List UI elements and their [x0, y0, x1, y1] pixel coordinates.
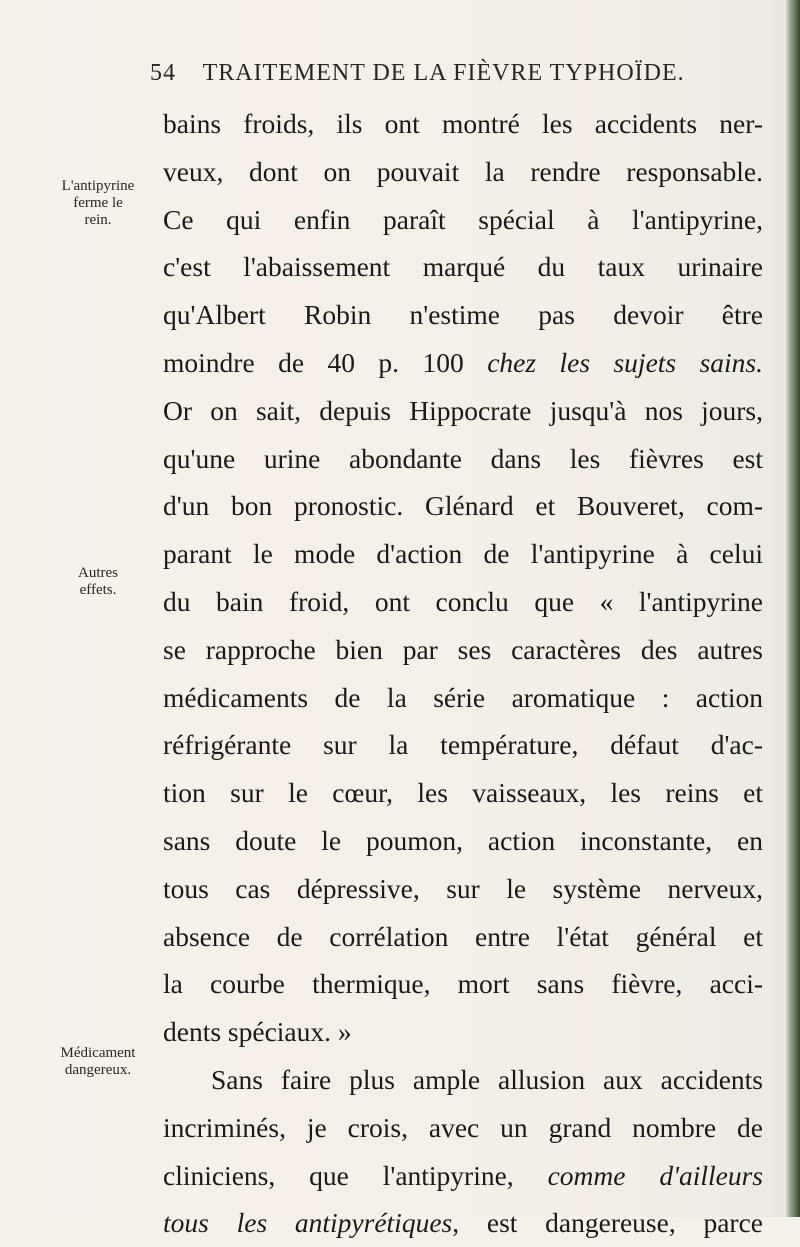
- text-line: bains froids, ils ont montré les accidents ner-: [163, 108, 763, 139]
- text-line: se rapproche bien par ses caractères des autres: [163, 633, 763, 665]
- text-line: réfrigérante sur la température, défaut d'ac-: [163, 729, 763, 761]
- text-line: Ce qui enfin paraît spécial à l'antipyrine,: [163, 203, 763, 235]
- margin-note-line: dangereux.: [64, 1062, 132, 1078]
- margin-note-line: effets.: [79, 582, 117, 598]
- text-line: c'est l'abaissement marqué du taux urinaire: [163, 251, 763, 283]
- italic-text: tous les antipyrétiques: [163, 1207, 453, 1239]
- margin-note-line: rein.: [84, 212, 112, 228]
- text-line: sans doute le poumon, action inconstante, en: [163, 824, 763, 856]
- text-line: tous les antipyrétiques, est dangereuse, parce: [163, 1207, 763, 1239]
- text-line: Sans faire plus ample allusion aux accidents: [211, 1063, 763, 1095]
- running-head: [150, 60, 750, 87]
- text-line: du bain froid, ont conclu que « l'antipyrine: [163, 585, 763, 617]
- text-line: incriminés, je crois, avec un grand nombre de: [163, 1111, 763, 1143]
- text-line: dents spéciaux. »: [163, 1016, 352, 1048]
- margin-note-medicament: [48, 1045, 148, 1079]
- margin-note-autres-effets: [48, 565, 148, 599]
- text-line: veux, dont on pouvait la rendre responsable.: [163, 155, 763, 187]
- margin-note-line: ferme le: [73, 195, 123, 211]
- page-number: 54: [150, 60, 176, 86]
- text-line: cliniciens, que l'antipyrine, comme d'ailleurs: [163, 1159, 763, 1191]
- italic-text: comme d'ailleurs: [547, 1159, 763, 1191]
- margin-note-line: Médicament: [60, 1045, 136, 1061]
- text-line: Or on sait, depuis Hippocrate jusqu'à nos jours,: [163, 394, 763, 426]
- text-line: tous cas dépressive, sur le système nerveux,: [163, 872, 763, 904]
- text-line: d'un bon pronostic. Glénard et Bouveret, com-: [163, 490, 763, 522]
- italic-text: chez les sujets sains.: [487, 346, 763, 378]
- text-line: parant le mode d'action de l'antipyrine à celui: [163, 538, 763, 570]
- text-line: qu'une urine abondante dans les fièvres est: [163, 442, 763, 474]
- body-text: [163, 100, 763, 1247]
- text-line: médicaments de la série aromatique : action: [163, 681, 763, 713]
- margin-note-line: Autres: [78, 565, 118, 581]
- text-line: qu'Albert Robin n'estime pas devoir être: [163, 299, 763, 331]
- margin-note-antipyrine: [48, 178, 148, 229]
- text-line: la courbe thermique, mort sans fièvre, acci-: [163, 968, 763, 1000]
- text-line: tion sur le cœur, les vaisseaux, les reins et: [163, 777, 763, 809]
- running-head-title: TRAITEMENT DE LA FIÈVRE TYPHOÏDE.: [202, 60, 685, 86]
- page-edge: [786, 0, 800, 1217]
- text-line: moindre de 40 p. 100 chez les sujets sains.: [163, 346, 763, 378]
- margin-note-line: L'antipyrine: [61, 178, 135, 194]
- text-line: absence de corrélation entre l'état général et: [163, 920, 763, 952]
